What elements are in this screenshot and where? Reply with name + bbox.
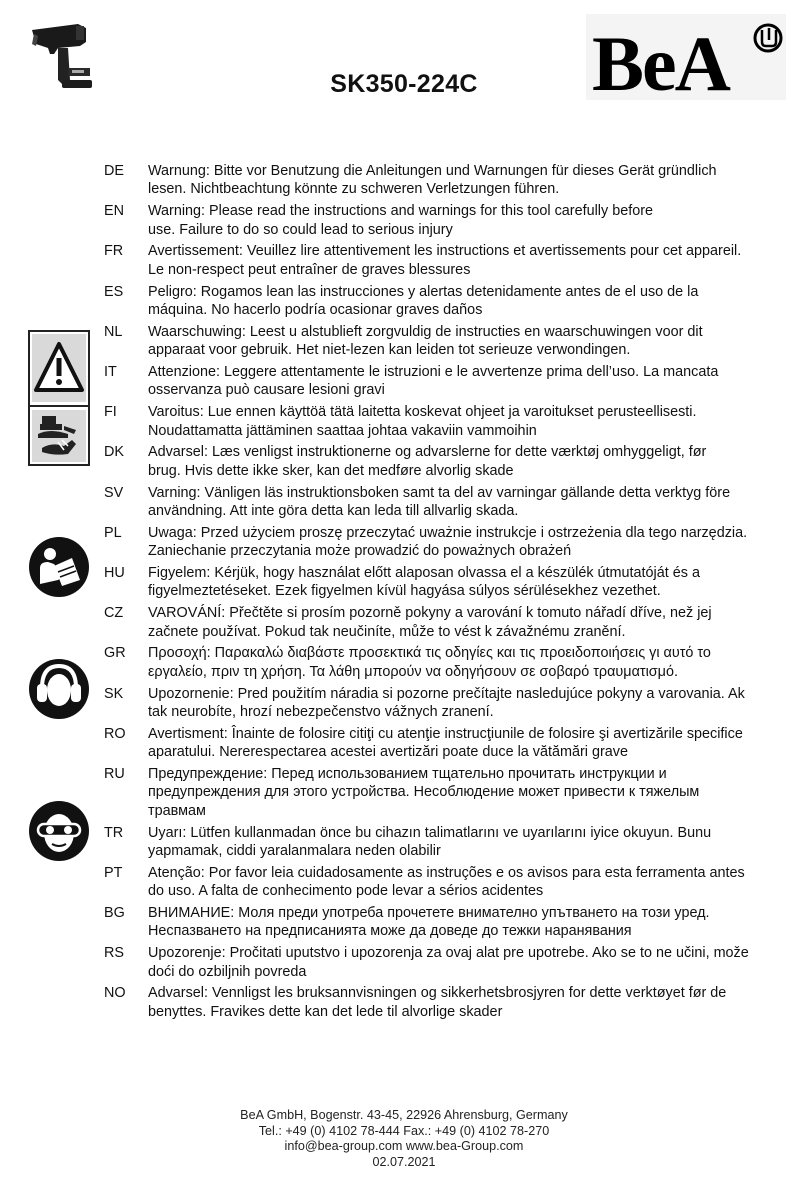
warning-row	[104, 524, 784, 561]
warning-text: Avertissement: Veuillez lire attentivement les instructions et avertissements pour cet appareil. Le non-respect peut entraîner de graves blessures	[148, 243, 742, 278]
language-code: ES	[104, 283, 124, 300]
warning-text: Varoitus: Lue ennen käyttöä tätä laitetta koskevat ohjeet ja varoitukset perusteellisesti. Noudattamatta jättäminen saattaa johtaa vakaviin vammoihin	[148, 404, 697, 439]
warning-text: Figyelem: Kérjük, hogy használat előtt alaposan olvassa el a készülék útmutatóját és a figyelmeztetéseket. Ezek figyelmen kívül hagyása súlyos sérülésekhez vezethet.	[148, 565, 700, 600]
warning-text: Peligro: Rogamos lean las instrucciones y alertas detenidamente antes de el uso de la máquina. No hacerlo podría ocasionar graves daños	[148, 283, 699, 319]
warning-row	[104, 864, 784, 901]
warning-text: Avertisment: Înainte de folosire citiţi cu atenţie instrucţiunile de folosire şi avertizările specifice aparatului. Nererespectarea acestei avertizări poate duce la vătămări grave	[148, 725, 743, 761]
warning-text: Advarsel: Vennligst les bruksannvisningen og sikkerhetsbrosjyren for dette verktøyet før de benyttes. Fravikes dette kan det lede til alvorlige skader	[148, 985, 727, 1020]
language-code: NL	[104, 323, 123, 340]
warning-text: Uwaga: Przed użyciem proszę przeczytać uważnie instrukcje i ostrzeżenia dla tego narzędzia. Zaniechanie przeczytania może prowadzić do poważnych obrażeń	[148, 524, 748, 560]
warning-row	[104, 242, 784, 279]
product-title: SK350-224C	[330, 70, 478, 98]
warning-row	[104, 685, 784, 722]
language-code: DK	[104, 444, 124, 461]
injury-pictogram-icon	[32, 410, 86, 462]
language-code: TR	[104, 824, 124, 841]
footer-contact: info@bea-group.com www.bea-Group.com	[284, 1139, 524, 1154]
warning-text: VAROVÁNÍ: Přečtěte si prosím pozorně pokyny a varování k tomuto nářadí dříve, než jej začnete používat. Pokud tak neučiníte, může to vést k závažnému zranění.	[148, 605, 712, 640]
safety-pictogram-panel	[28, 330, 90, 466]
language-code: SK	[104, 685, 124, 702]
warning-row	[104, 484, 784, 521]
warning-text: Предупреждение: Перед использованием тщательно прочитать инструкции и предупреждения для этого устройства. Несоблюдение может привести к тяжелым травмам	[148, 766, 700, 819]
language-code: EN	[104, 203, 124, 220]
language-code: CZ	[104, 605, 124, 622]
warning-text: Atenção: Por favor leia cuidadosamente as instruções e os avisos para esta ferramenta antes do uso. A falta de conhecimento pode levar a sérios acidentes	[148, 864, 745, 900]
svg-text:BeA: BeA	[592, 20, 729, 100]
warning-text: Warning: Please read the instructions and warnings for this tool carefully before use. Failure to do so could lead to serious injury	[148, 203, 654, 238]
warning-row	[104, 323, 784, 360]
warning-row	[104, 363, 784, 400]
warning-row	[104, 403, 784, 440]
language-code: PL	[104, 524, 122, 541]
warning-row	[104, 824, 784, 861]
footer	[0, 1108, 808, 1170]
language-code: RO	[104, 725, 126, 742]
language-code: PT	[104, 864, 123, 881]
language-code: DE	[104, 163, 124, 179]
read-manual-icon	[28, 536, 90, 598]
language-code: RU	[104, 766, 125, 783]
warning-triangle-icon	[32, 334, 86, 402]
warning-text: Varning: Vänligen läs instruktionsboken samt ta del av varningar gällande detta verktyg före användning. Att inte göra detta kan leda till allvarlig skada.	[148, 484, 731, 520]
language-code: RS	[104, 945, 124, 962]
language-code: FI	[104, 404, 117, 421]
language-code: GR	[104, 645, 126, 662]
warning-text: Uyarı: Lütfen kullanmadan önce bu cihazın talimatlarını ve uyarılarını iyice okuyun. Bunu yapmamak, ciddi yaralanmalara neden olabilir	[148, 824, 712, 860]
warning-row	[104, 984, 784, 1021]
warning-text: Waarschuwing: Leest u alstublieft zorgvuldig de instructies en waarschuwingen voor dit apparaat voor gebruik. Het niet-lezen kan leiden tot serieuze verwondingen.	[148, 323, 703, 359]
language-code: IT	[104, 364, 117, 381]
warning-row	[104, 202, 784, 239]
language-code: FR	[104, 243, 124, 260]
warning-row	[104, 725, 784, 762]
footer-company: BeA GmbH, Bogenstr. 43-45, 22926 Ahrensburg, Germany	[240, 1108, 568, 1122]
warning-text: Upozornenie: Pred použitím náradia si pozorne prečítajte nasledujúce pokyny a varovania. Ak tak neurobíte, hrozí nebezpečenstvo vážnych zranení.	[148, 685, 745, 721]
eye-protection-icon	[28, 800, 90, 862]
warning-row	[104, 604, 784, 641]
warning-row	[104, 644, 784, 681]
footer-phone: Tel.: +49 (0) 4102 78-444 Fax.: +49 (0) 4102 78-270	[258, 1123, 550, 1138]
warning-row	[104, 765, 784, 820]
warning-text: Attenzione: Leggere attentamente le istruzioni e le avvertenze prima dell’uso. La mancata osservanza può causare lesioni gravi	[148, 364, 719, 399]
warning-text: Warnung: Bitte vor Benutzung die Anleitungen und Warnungen für dieses Gerät gründlich lesen. Nichtbeachtung könnte zu schweren Verletzungen führen.	[148, 163, 717, 198]
warning-text: Προσοχή: Παρακαλώ διαβάστε προσεκτικά τις οδηγίες και τις προειδοποιήσεις γι αυτό το εργαλείο, πριν τη χρήση. Τα λάθη μπορούν να οδηγήσουν σε σοβαρό τραυματισμό.	[148, 645, 711, 680]
language-code: BG	[104, 905, 125, 922]
language-code: HU	[104, 565, 125, 582]
warning-text: Advarsel: Læs venligst instruktionerne og advarslerne for dette værktøj omhyggeligt, før brug. Hvis dette ikke sker, kan det medføre alvorlig skade	[148, 444, 707, 479]
warning-row	[104, 564, 784, 601]
footer-date: 02.07.2021	[372, 1154, 436, 1169]
warnings-list	[104, 162, 784, 1025]
warning-text: ВНИМАНИЕ: Моля преди употреба прочетете внимателно упътването на този уред. Неспазването на предписанията може да доведе до тежки наранявания	[148, 905, 710, 940]
warning-row	[104, 904, 784, 941]
warning-row	[104, 162, 784, 199]
warning-row	[104, 443, 784, 480]
ear-protection-icon	[28, 658, 90, 720]
language-code: NO	[104, 985, 126, 1002]
warning-text: Upozorenje: Pročitati uputstvo i upozorenja za ovaj alat pre upotrebe. Ako se to ne učini, može doći do ozbiljnih povreda	[148, 945, 749, 980]
warning-row	[104, 944, 784, 981]
warning-row	[104, 283, 784, 320]
language-code: SV	[104, 484, 124, 501]
